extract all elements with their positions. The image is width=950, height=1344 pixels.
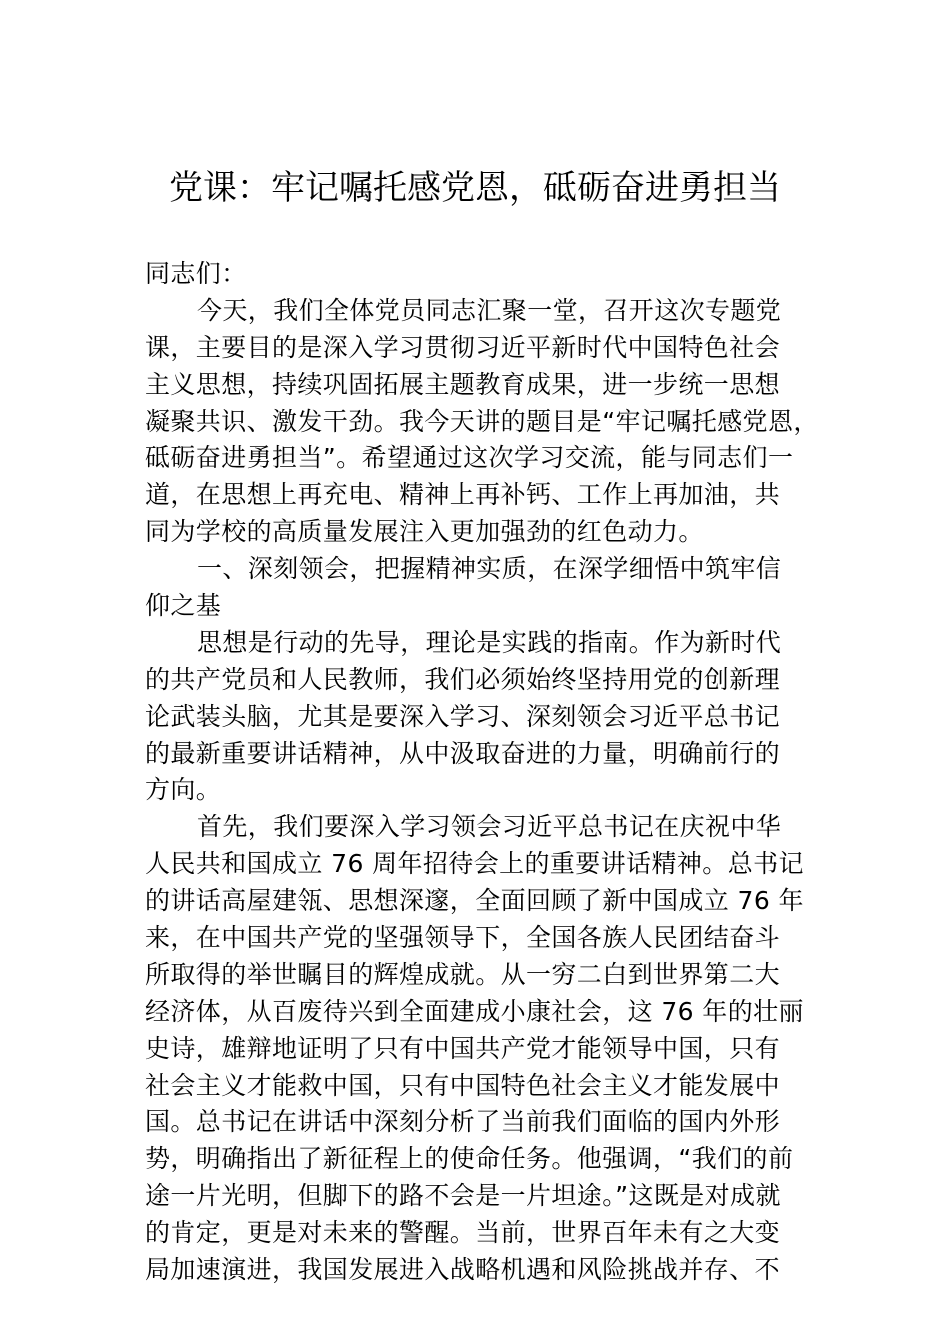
text-line: 社会主义才能救中国，只有中国特色社会主义才能发展中 — [145, 1070, 781, 1100]
text-line: 人民共和国成立 76 周年招待会上的重要讲话精神。总书记 — [145, 849, 804, 879]
text-line: 课，主要目的是深入学习贯彻习近平新时代中国特色社会 — [145, 332, 781, 362]
text-line: 凝聚共识、激发干劲。我今天讲的题目是“牢记嘱托感党恩， — [145, 406, 819, 436]
text-line: 一、深刻领会，把握精神实质，在深学细悟中筑牢信 — [197, 554, 782, 584]
text-line: 的肯定，更是对未来的警醒。当前，世界百年未有之大变 — [145, 1218, 781, 1248]
text-line: 思想是行动的先导，理论是实践的指南。作为新时代 — [197, 627, 782, 657]
text-line: 仰之基 — [145, 591, 222, 621]
text-line: 同为学校的高质量发展注入更加强劲的红色动力。 — [145, 517, 704, 547]
text-line: 来，在中国共产党的坚强领导下，全国各族人民团结奋斗 — [145, 923, 781, 953]
text-line: 论武装头脑，尤其是要深入学习、深刻领会习近平总书记 — [145, 701, 781, 731]
text-line: 道，在思想上再充电、精神上再补钙、工作上再加油，共 — [145, 480, 781, 510]
text-line: 今天，我们全体党员同志汇聚一堂，召开这次专题党 — [197, 295, 782, 325]
text-line: 经济体，从百废待兴到全面建成小康社会，这 76 年的壮丽 — [145, 996, 804, 1026]
text-line: 所取得的举世瞩目的辉煌成就。从一穷二白到世界第二大 — [145, 959, 781, 989]
text-line: 主义思想，持续巩固拓展主题教育成果，进一步统一思想 — [145, 369, 781, 399]
text-line: 的讲话高屋建瓴、思想深邃，全面回顾了新中国成立 76 年 — [145, 886, 804, 916]
document-title: 党课：牢记嘱托感党恩，砥砺奋进勇担当 — [169, 168, 781, 208]
text-line: 的共产党员和人民教师，我们必须始终坚持用党的创新理 — [145, 664, 781, 694]
text-line: 首先，我们要深入学习领会习近平总书记在庆祝中华 — [197, 812, 782, 842]
text-line: 方向。 — [145, 775, 222, 805]
text-line: 国。总书记在讲话中深刻分析了当前我们面临的国内外形 — [145, 1107, 781, 1137]
text-line: 砥砺奋进勇担当”。希望通过这次学习交流，能与同志们一 — [145, 443, 794, 473]
document-body — [145, 256, 819, 1289]
text-line: 的最新重要讲话精神，从中汲取奋进的力量，明确前行的 — [145, 738, 781, 768]
text-line: 途一片光明，但脚下的路不会是一片坦途。”这既是对成就 — [145, 1181, 781, 1211]
text-line: 史诗，雄辩地证明了只有中国共产党才能领导中国，只有 — [145, 1033, 781, 1063]
text-line: 同志们： — [145, 259, 247, 288]
text-line: 局加速演进，我国发展进入战略机遇和风险挑战并存、不 — [145, 1255, 781, 1285]
text-line: 势，明确指出了新征程上的使命任务。他强调，“我们的前 — [145, 1144, 794, 1174]
